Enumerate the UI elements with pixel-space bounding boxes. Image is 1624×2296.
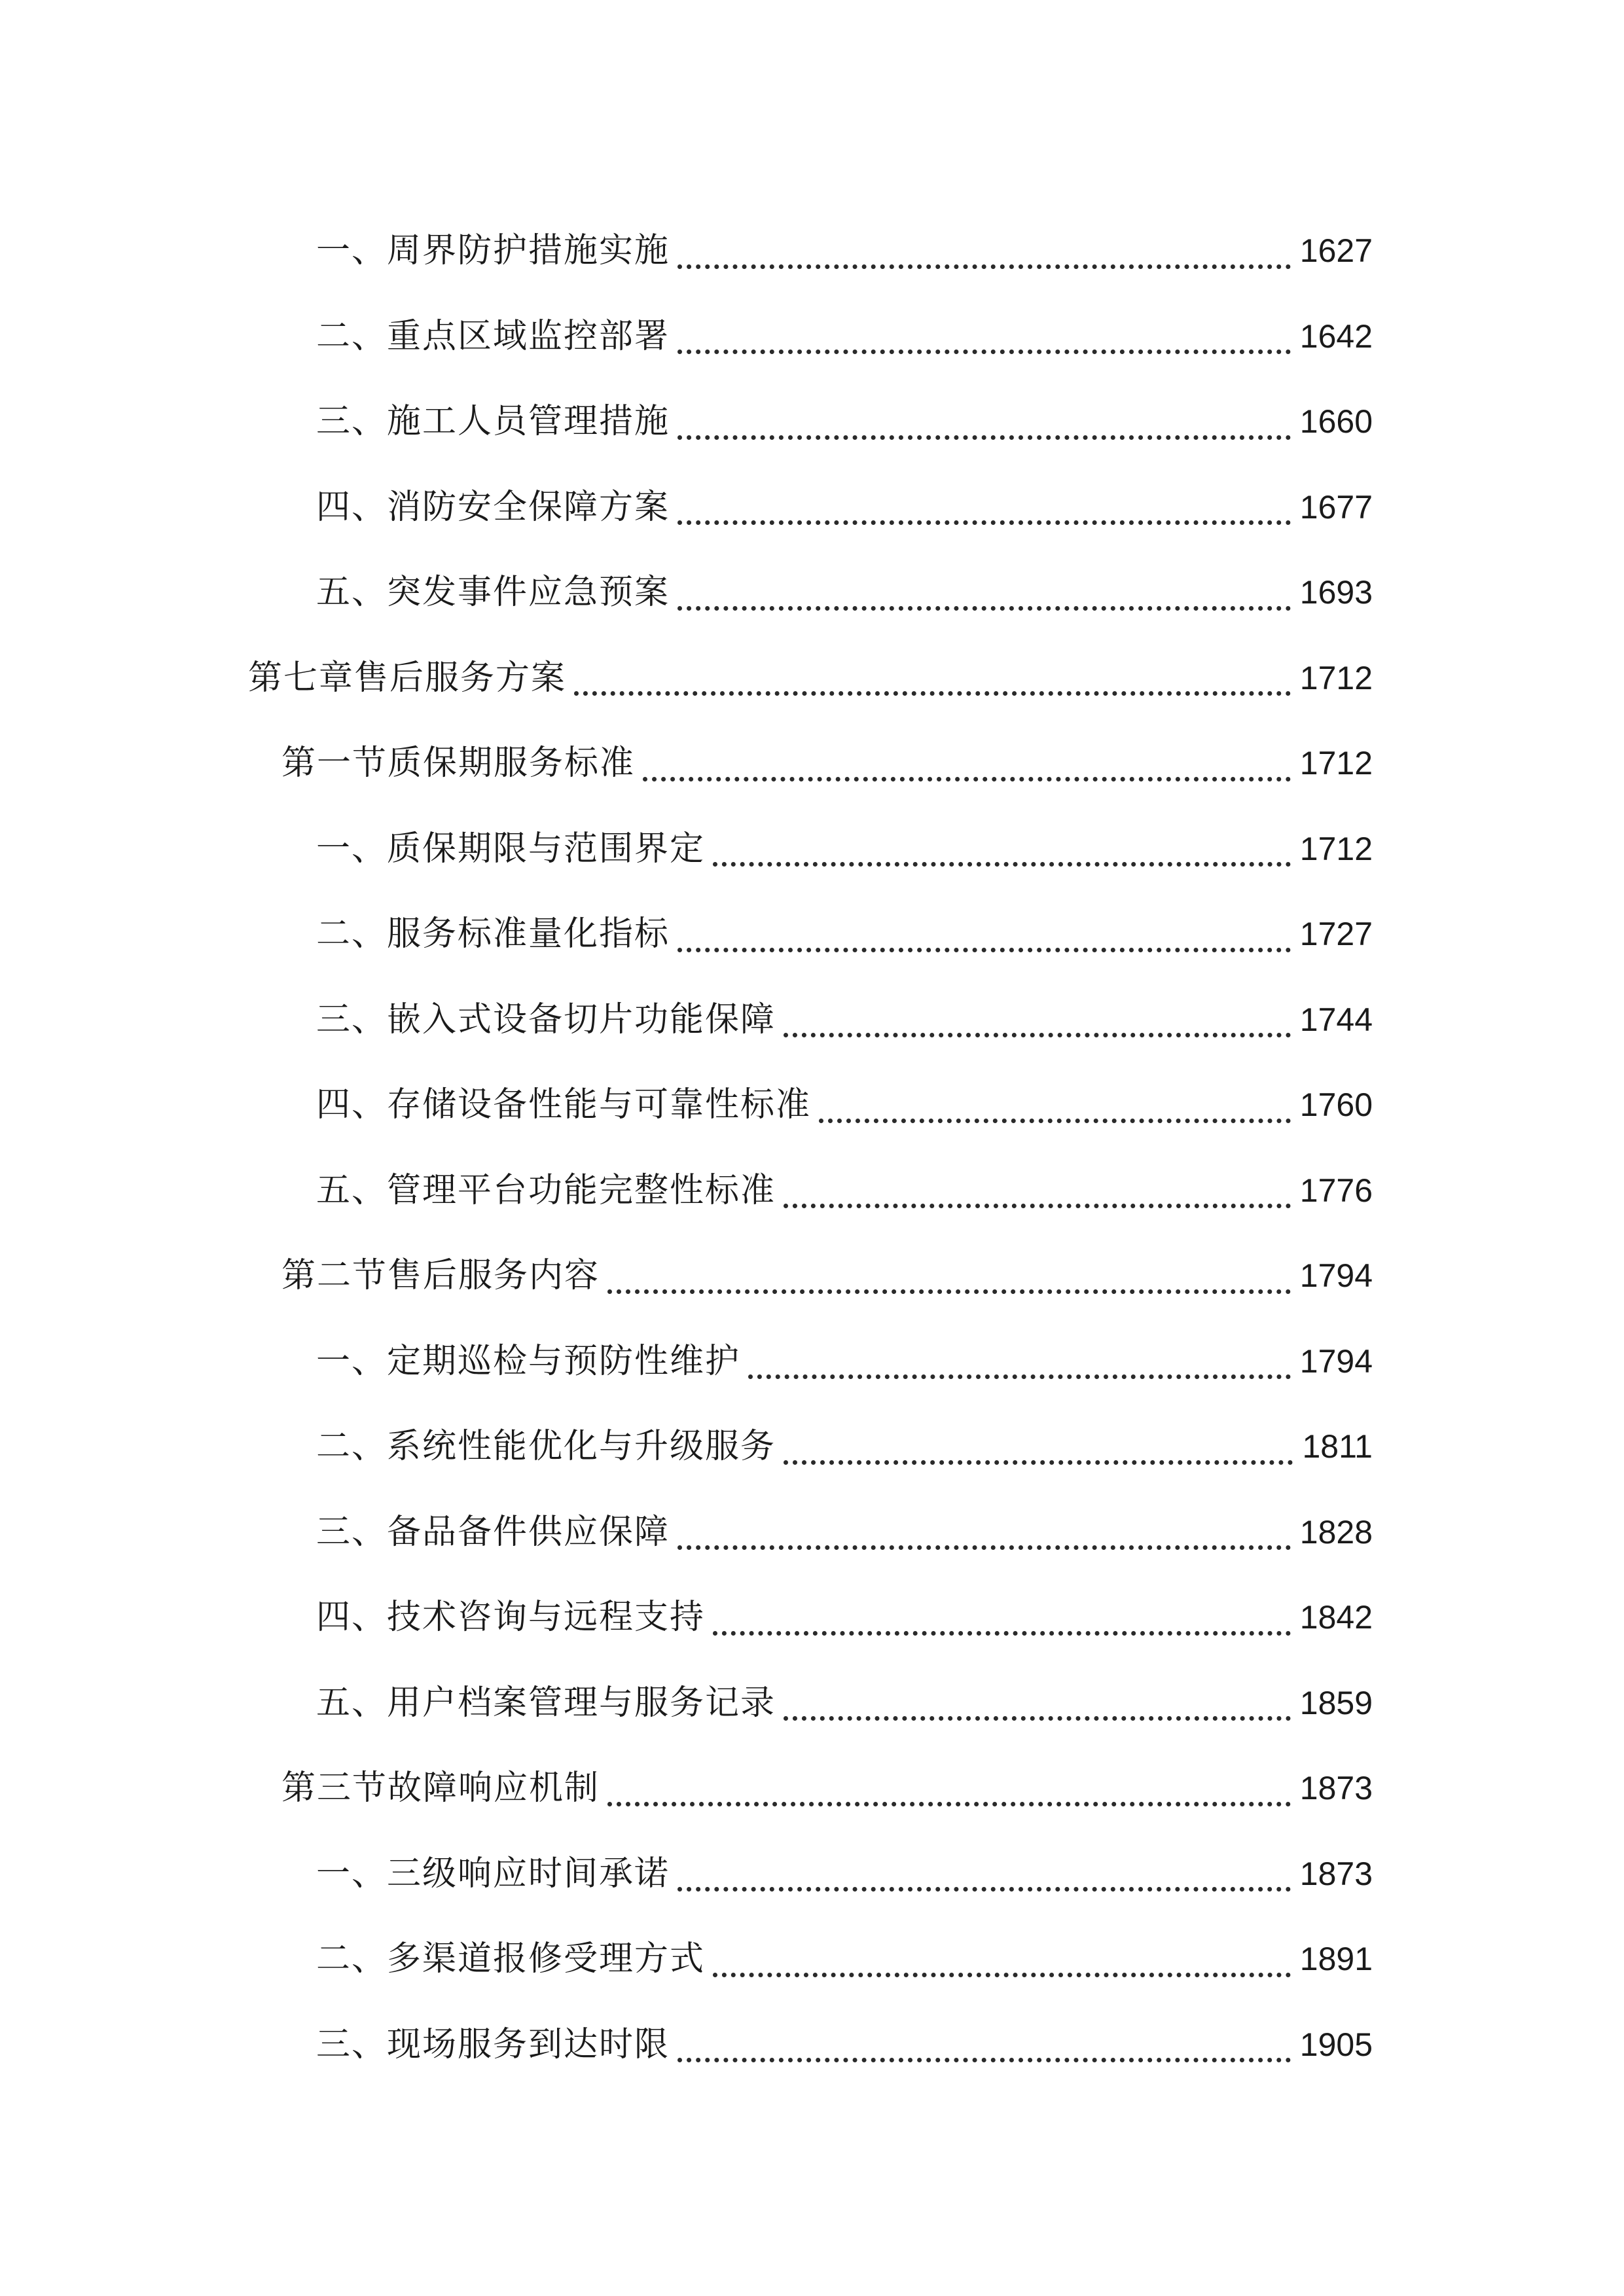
toc-dot-leader [677,606,1291,611]
toc-section-entry[interactable] [0,1746,1624,1831]
toc-entry[interactable] [0,208,1624,294]
toc-entry-title: 四、存储设备性能与可靠性标准 [316,1085,812,1125]
toc-entry-title: 三、现场服务到达时限 [316,2024,670,2064]
toc-entry[interactable] [0,1062,1624,1148]
toc-page-number: 1693 [1299,574,1373,611]
toc-page-number: 1744 [1299,1001,1373,1038]
toc-section-entry[interactable] [0,1233,1624,1319]
toc-page-number: 1712 [1299,830,1373,867]
toc-entry[interactable] [0,1916,1624,2002]
toc-page-number: 1677 [1299,488,1373,526]
toc-entry-title: 第一节质保期服务标准 [281,744,636,783]
toc-dot-leader [677,264,1291,269]
toc-entry-title: 五、用户档案管理与服务记录 [316,1683,776,1723]
toc-entry[interactable] [0,1660,1624,1746]
toc-page-number: 1905 [1299,2026,1373,2063]
toc-page-number: 1794 [1299,1257,1373,1295]
toc-entry-title: 一、质保期限与范围界定 [316,829,706,869]
toc-page-number: 1760 [1299,1086,1373,1124]
toc-dot-leader [677,350,1291,354]
table-of-contents [0,208,1624,2087]
toc-dot-leader [677,1887,1291,1892]
toc-dot-leader [677,435,1291,440]
toc-entry-title: 四、技术咨询与远程支持 [316,1598,706,1638]
toc-entry-title: 二、服务标准量化指标 [316,914,670,954]
toc-entry[interactable] [0,550,1624,636]
toc-entry[interactable] [0,891,1624,977]
toc-entry[interactable] [0,465,1624,550]
toc-entry-title: 二、重点区域监控部署 [316,316,670,356]
toc-entry[interactable] [0,1831,1624,1917]
toc-page-number: 1811 [1302,1428,1373,1465]
toc-dot-leader [677,1545,1291,1550]
toc-entry[interactable] [0,1148,1624,1234]
toc-page-number: 1794 [1299,1342,1373,1380]
toc-dot-leader [713,862,1291,867]
toc-page-number: 1660 [1299,403,1373,440]
toc-entry-title: 第二节售后服务内容 [281,1256,600,1296]
toc-entry-title: 三、嵌入式设备切片功能保障 [316,999,776,1039]
toc-dot-leader [677,2058,1291,2062]
toc-entry-title: 四、消防安全保障方案 [316,487,670,527]
toc-page-number: 1727 [1299,916,1373,953]
toc-dot-leader [713,1973,1291,1977]
toc-entry[interactable] [0,1575,1624,1660]
toc-page-number: 1828 [1299,1513,1373,1551]
toc-entry-title: 一、定期巡检与预防性维护 [316,1341,741,1381]
toc-page-number: 1859 [1299,1684,1373,1721]
toc-section-entry[interactable] [0,721,1624,806]
toc-dot-leader [607,1289,1291,1294]
toc-dot-leader [713,1631,1291,1636]
toc-dot-leader [574,691,1291,696]
toc-entry-title: 五、管理平台功能完整性标准 [316,1170,776,1210]
toc-page-number: 1642 [1299,317,1373,355]
toc-dot-leader [607,1802,1291,1806]
toc-entry[interactable] [0,1404,1624,1490]
toc-chapter-entry[interactable] [0,636,1624,721]
toc-dot-leader [677,520,1291,525]
toc-entry-title: 一、周界防护措施实施 [316,231,670,271]
toc-entry-title: 三、备品备件供应保障 [316,1512,670,1552]
toc-page-number: 1873 [1299,1855,1373,1892]
toc-entry-title: 第七章售后服务方案 [248,658,567,698]
toc-page-number: 1712 [1299,659,1373,696]
toc-entry[interactable] [0,1490,1624,1575]
toc-dot-leader [784,1460,1293,1465]
toc-entry[interactable] [0,806,1624,892]
toc-entry-title: 五、突发事件应急预案 [316,573,670,613]
toc-page-number: 1873 [1299,1770,1373,1807]
toc-entry[interactable] [0,294,1624,380]
toc-page-number: 1776 [1299,1172,1373,1209]
toc-entry[interactable] [0,2002,1624,2088]
toc-entry-title: 第三节故障响应机制 [281,1768,600,1808]
toc-entry-title: 二、系统性能优化与升级服务 [316,1427,776,1467]
toc-dot-leader [784,1033,1291,1037]
toc-dot-leader [643,777,1291,781]
toc-dot-leader [784,1204,1291,1208]
toc-entry-title: 二、多渠道报修受理方式 [316,1939,706,1979]
toc-entry[interactable] [0,379,1624,465]
toc-dot-leader [748,1374,1291,1379]
toc-page-number: 1712 [1299,745,1373,782]
toc-page-number: 1627 [1299,232,1373,270]
toc-dot-leader [784,1716,1291,1721]
toc-entry[interactable] [0,1319,1624,1405]
toc-entry-title: 三、施工人员管理措施 [316,402,670,442]
toc-page-number: 1891 [1299,1941,1373,1978]
toc-entry-title: 一、三级响应时间承诺 [316,1854,670,1893]
toc-entry[interactable] [0,977,1624,1063]
toc-dot-leader [819,1119,1291,1123]
toc-page-number: 1842 [1299,1599,1373,1636]
toc-dot-leader [677,948,1291,952]
